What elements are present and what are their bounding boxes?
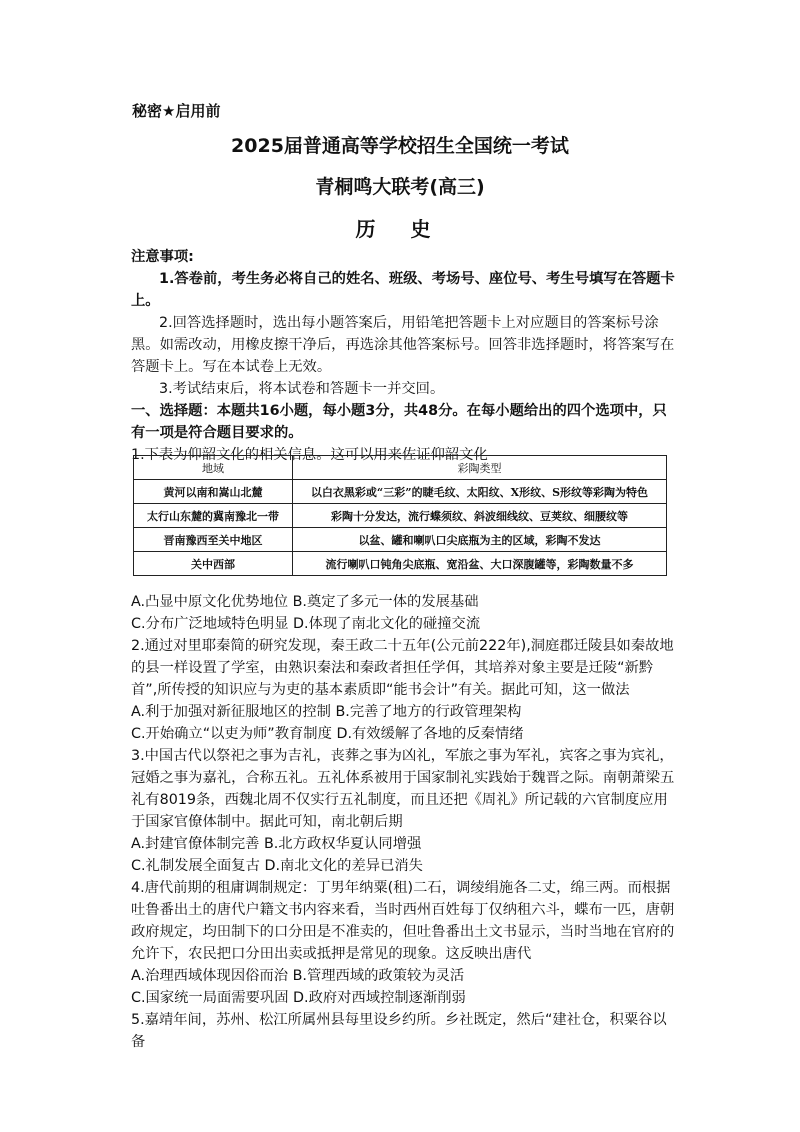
q4-stem: 4.唐代前期的租庸调制规定：丁男年纳粟(租)二石，调绫绢施各二丈，绵三两。而根据吐鲁番出土的唐代户籍文书内容来看，当时西州百姓每丁仅纳租六斗，蝶布一匹，唐朝政府规定，均田制下的口分田是不准卖的，但吐鲁番出土文书显示，当时当地在官府的允许下，农民把口分田出卖或抵押是常见的现象。这反映出唐代	[131, 880, 675, 962]
table-row	[134, 480, 667, 504]
q4-option-ab: A.治理西域体现因俗而治 B.管理西域的政策较为灵活	[131, 968, 465, 984]
exam-title: 2025届普通高等学校招生全国统一考试	[231, 135, 569, 157]
table-row	[134, 528, 667, 552]
notes-section	[131, 246, 679, 466]
q4-option-cd: C.国家统一局面需要巩固 D.政府对西域控制逐渐削弱	[131, 990, 466, 1006]
table-cell-pottery: 彩陶十分发达，流行蝶须纹、斜波细线纹、豆荚纹、细腰纹等	[293, 504, 667, 528]
table-cell-region: 太行山东麓的冀南豫北一带	[134, 504, 293, 528]
table-header-row	[134, 456, 667, 480]
subject-title: 历 史	[355, 217, 445, 241]
note-item-3: 3.考试结束后，将本试卷和答题卡一并交回。	[159, 381, 445, 397]
table-cell-pottery: 以盆、罐和喇叭口尖底瓶为主的区域，彩陶不发达	[293, 528, 667, 552]
q3-option-ab: A.封建官僚体制完善 B.北方政权华夏认同增强	[131, 836, 422, 852]
q2-option-ab: A.利于加强对新征服地区的控制 B.完善了地方的行政管理架构	[131, 704, 522, 720]
q1-table	[133, 455, 667, 576]
table-cell-region: 关中西部	[134, 552, 293, 576]
q5-stem: 5.嘉靖年间，苏州、松江所属州县每里设乡约所。乡社既定，然后“建社仓，积粟谷以备	[131, 1012, 667, 1050]
table-cell-region: 黄河以南和嵩山北麓	[134, 480, 293, 504]
table-cell-pottery: 以白衣黑彩或“三彩”的睫毛纹、太阳纹、X形纹、S形纹等彩陶为特色	[293, 480, 667, 504]
q2-stem: 2.通过对里耶秦简的研究发现，秦王政二十五年(公元前222年),洞庭郡迁陵县如秦故地的县一样设置了学室，由熟识秦法和秦政者担任学佴，其培养对象主要是迁陵“新黔首”,所传授的知识应与为吏的基本素质即“能书会计”有关。据此可知，这一做法	[131, 638, 674, 698]
table-row	[134, 552, 667, 576]
section1-heading: 一、选择题：本题共16小题，每小题3分，共48分。在每小题给出的四个选项中，只有一项是符合题目要求的。	[131, 403, 667, 441]
q1-stem: 1.下表为仰韶文化的相关信息。这可以用来佐证仰韶文化	[131, 447, 488, 463]
note-item-2: 2.回答选择题时，选出每小题答案后，用铅笔把答题卡上对应题目的答案标号涂黑。如需改动，用橡皮擦干净后，再选涂其他答案标号。回答非选择题时，将答案写在答题卡上。写在本试卷上无效。	[131, 315, 675, 375]
q3-stem: 3.中国古代以祭祀之事为吉礼，丧葬之事为凶礼，军旅之事为军礼，宾客之事为宾礼，冠婚之事为嘉礼，合称五礼。五礼体系被用于国家制礼实践始于魏晋之际。南朝萧梁五礼有8019条，西魏北周不仅实行五礼制度，而且还把《周礼》所记载的六官制度应用于国家官僚体制中。据此可知，南北朝后期	[131, 748, 675, 830]
note-item-1: 1.答卷前，考生务必将自己的姓名、班级、考场号、座位号、考生号填写在答题卡上。	[131, 271, 675, 309]
table-header-pottery: 彩陶类型	[293, 456, 667, 480]
secret-mark: 秘密★启用前	[132, 102, 221, 120]
table-cell-pottery: 流行喇叭口钝角尖底瓶、宽沿盆、大口深腹罐等，彩陶数量不多	[293, 552, 667, 576]
notes-heading: 注意事项:	[131, 249, 194, 265]
q1-option-ab: A.凸显中原文化优势地位 B.奠定了多元一体的发展基础	[131, 594, 479, 610]
table-row	[134, 504, 667, 528]
table-cell-region: 晋南豫西至关中地区	[134, 528, 293, 552]
q3-option-cd: C.礼制发展全面复古 D.南北文化的差异已消失	[131, 858, 423, 874]
questions-section	[131, 591, 679, 1053]
table-header-region: 地域	[134, 456, 293, 480]
q2-option-cd: C.开始确立“以吏为师”教育制度 D.有效缓解了各地的反秦情绪	[131, 726, 524, 742]
exam-subtitle: 青桐鸣大联考(高三)	[315, 176, 485, 198]
q1-option-cd: C.分布广泛地域特色明显 D.体现了南北文化的碰撞交流	[131, 616, 481, 632]
